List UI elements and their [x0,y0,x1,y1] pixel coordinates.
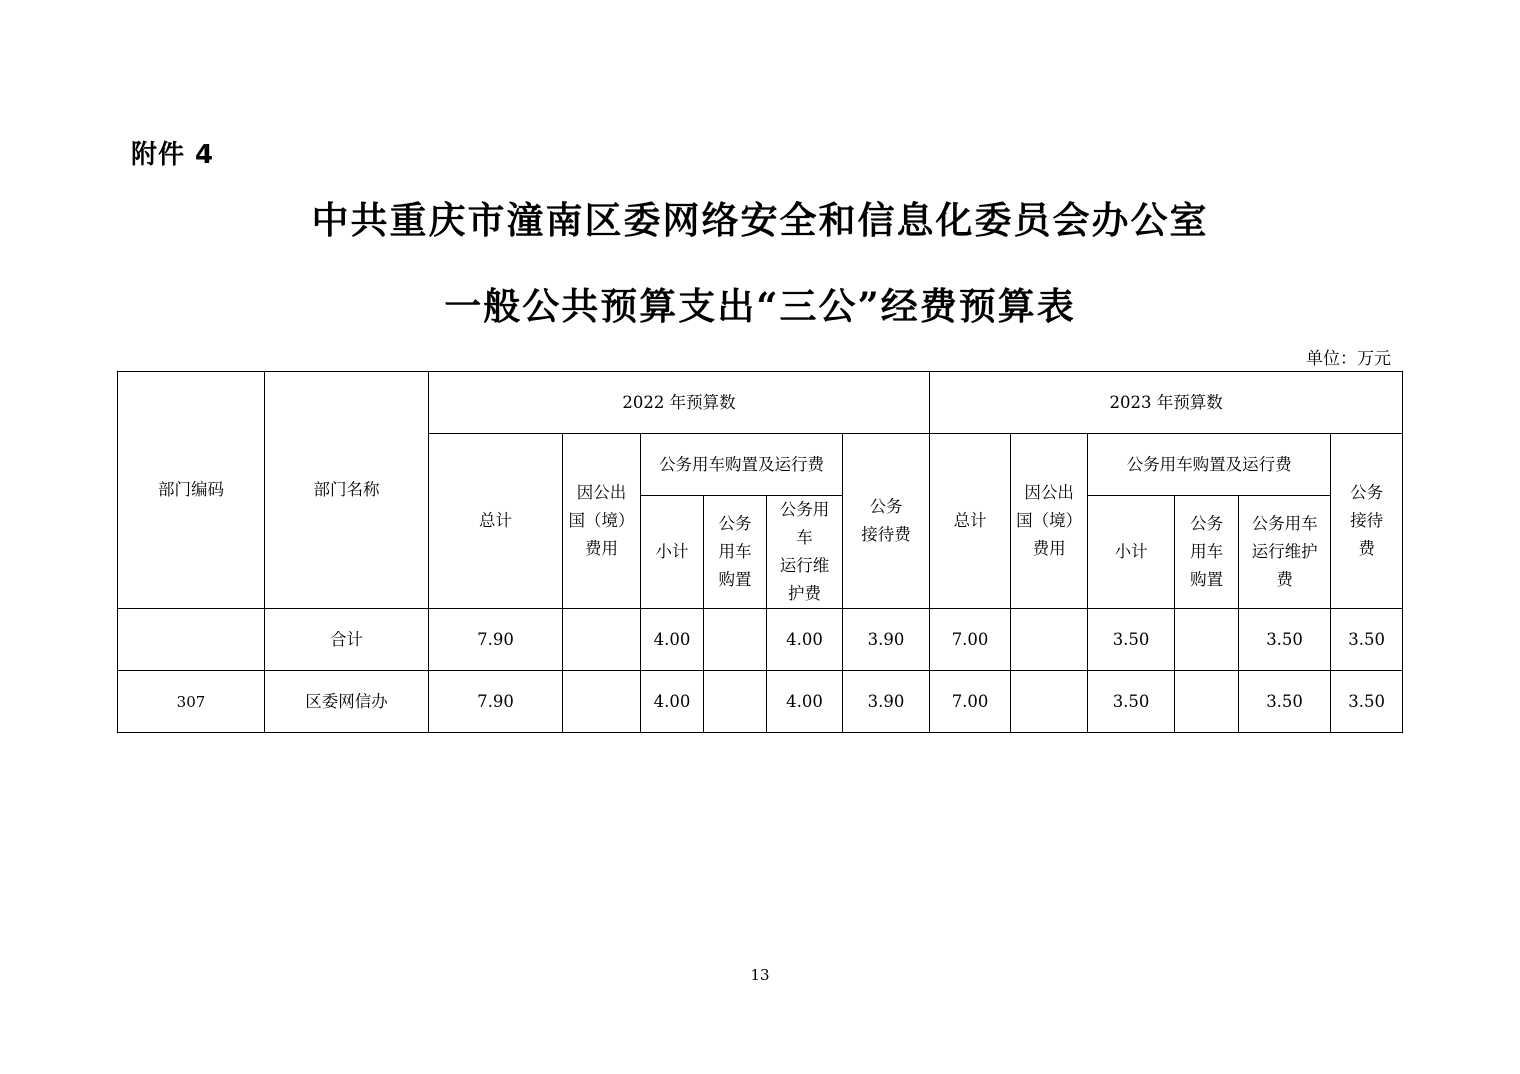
cell-2022-reception: 3.90 [843,609,930,671]
table-row-dept [118,671,1403,733]
cell-2023-maint: 3.50 [1239,671,1331,733]
header-dept-name: 部门名称 [265,372,429,609]
cell-2022-abroad [563,671,641,733]
cell-2023-total: 7.00 [930,609,1011,671]
document-title-line-1: 中共重庆市潼南区委网络安全和信息化委员会办公室 [311,198,1209,242]
cell-2023-total: 7.00 [930,671,1011,733]
cell-2022-maint: 4.00 [767,671,843,733]
budget-table [117,371,1403,733]
cell-code: 307 [118,671,265,733]
cell-2022-total: 7.90 [429,609,563,671]
header-vehicle-purchase-2023: 公务 用车 购置 [1175,496,1239,609]
cell-code [118,609,265,671]
attachment-label: 附件 4 [131,140,215,170]
cell-2022-maint: 4.00 [767,609,843,671]
document-title-line-2: 一般公共预算支出“三公”经费预算表 [444,284,1076,328]
header-year-2022: 2022 年预算数 [429,372,930,434]
header-vehicle-group-2022: 公务用车购置及运行费 [641,434,843,496]
cell-2023-reception: 3.50 [1331,609,1403,671]
cell-2023-purchase [1175,609,1239,671]
header-vehicle-maint-2022: 公务用 车 运行维 护费 [767,496,843,609]
header-year-2023: 2023 年预算数 [930,372,1403,434]
cell-2022-abroad [563,609,641,671]
header-vehicle-purchase-2022: 公务 用车 购置 [704,496,767,609]
header-reception-2023: 公务 接待 费 [1331,434,1403,609]
cell-2023-abroad [1011,671,1088,733]
cell-name: 合计 [265,609,429,671]
header-reception-2022: 公务 接待费 [843,434,930,609]
header-subtotal-2023: 小计 [1088,496,1175,609]
header-abroad-2022: 因公出 国（境） 费用 [563,434,641,609]
cell-2023-purchase [1175,671,1239,733]
unit-label: 单位：万元 [1306,349,1391,369]
header-abroad-2023: 因公出 国（境） 费用 [1011,434,1088,609]
cell-2023-abroad [1011,609,1088,671]
cell-2023-maint: 3.50 [1239,609,1331,671]
header-vehicle-group-2023: 公务用车购置及运行费 [1088,434,1331,496]
cell-2023-subtotal: 3.50 [1088,609,1175,671]
cell-name: 区委网信办 [265,671,429,733]
cell-2022-purchase [704,671,767,733]
cell-2023-subtotal: 3.50 [1088,671,1175,733]
cell-2023-reception: 3.50 [1331,671,1403,733]
cell-2022-total: 7.90 [429,671,563,733]
header-subtotal-2022: 小计 [641,496,704,609]
cell-2022-purchase [704,609,767,671]
cell-2022-subtotal: 4.00 [641,671,704,733]
cell-2022-subtotal: 4.00 [641,609,704,671]
cell-2022-reception: 3.90 [843,671,930,733]
header-dept-code: 部门编码 [118,372,265,609]
page-number: 13 [750,966,770,984]
header-total-2022: 总计 [429,434,563,609]
table-row-total [118,609,1403,671]
header-total-2023: 总计 [930,434,1011,609]
header-vehicle-maint-2023: 公务用车 运行维护 费 [1239,496,1331,609]
